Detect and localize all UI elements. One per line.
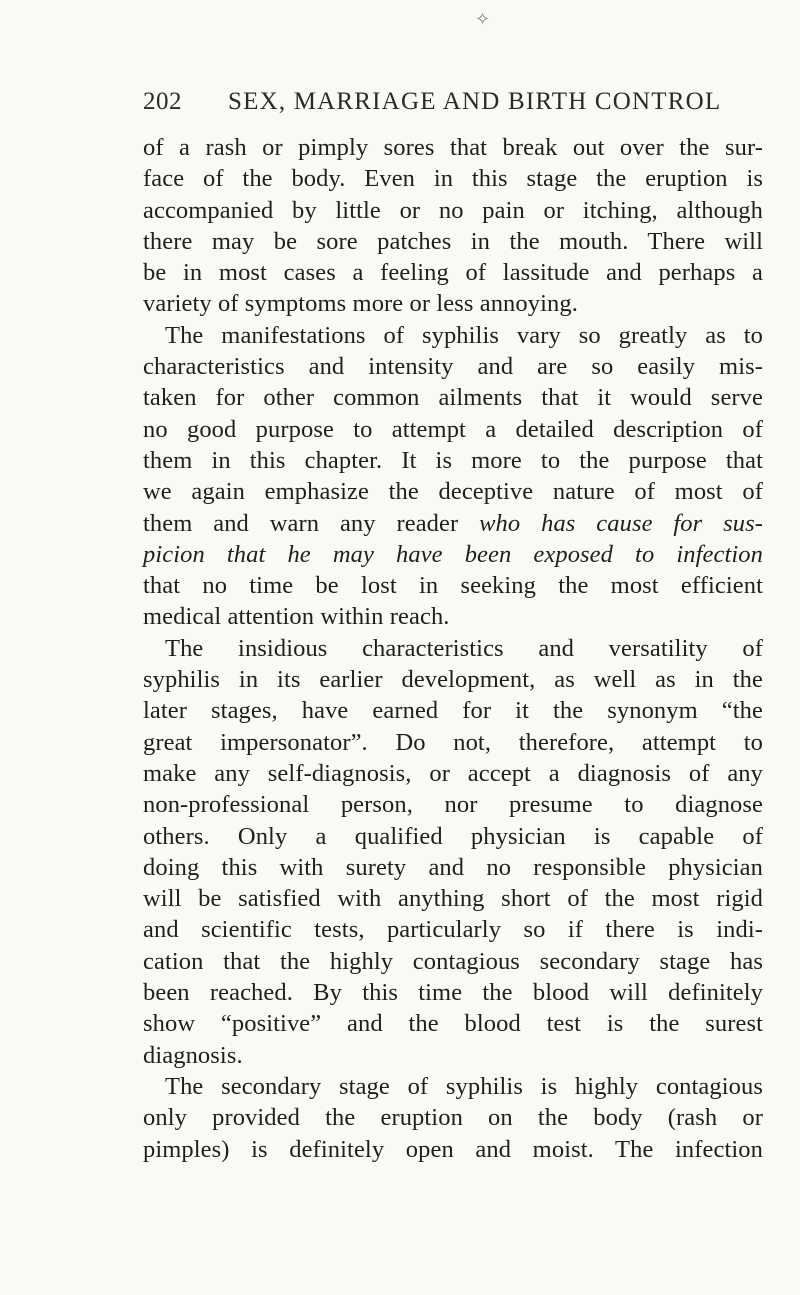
text-line: medical attention within reach. <box>143 603 450 631</box>
page-number: 202 <box>143 88 182 115</box>
text-line: diagnosis. <box>143 1041 243 1069</box>
text-line <box>143 539 763 570</box>
text-line-italic: who has cause for sus- <box>479 509 763 537</box>
text-line: that no time be lost in seeking the most efficient <box>143 572 763 600</box>
text-line: accompanied by little or no pain or itching, although <box>143 196 763 224</box>
text-line: we again emphasize the deceptive nature of most of <box>143 478 763 506</box>
text-line: show “positive” and the blood test is the surest <box>143 1010 763 1038</box>
page-header <box>143 88 722 124</box>
text-line-roman: them and warn any reader <box>143 509 480 537</box>
paragraph-4 <box>143 1071 763 1165</box>
text-line: make any self-diagnosis, or accept a diagnosis of any <box>143 759 763 787</box>
text-line: there may be sore patches in the mouth. There will <box>143 227 763 255</box>
text-line: characteristics and intensity and are so easily mis- <box>143 353 763 381</box>
text-line: of a rash or pimply sores that break out over the sur- <box>143 134 763 161</box>
ornament-mark: ✧ <box>475 9 491 29</box>
text-line: cation that the highly contagious secondary stage has <box>143 947 763 975</box>
paragraph-1 <box>143 132 763 320</box>
text-line: will be satisfied with anything short of the most rigid <box>143 885 763 913</box>
text-line: The secondary stage of syphilis is highly contagious <box>165 1072 763 1100</box>
text-line: and scientific tests, particularly so if there is indi- <box>143 916 763 944</box>
text-line: no good purpose to attempt a detailed description of <box>143 415 763 443</box>
text-line: later stages, have earned for it the synonym “the <box>143 697 763 725</box>
paragraph-2 <box>143 320 763 633</box>
body-text <box>143 132 763 1165</box>
text-line: non-professional person, nor presume to diagnose <box>143 791 763 819</box>
text-line: them in this chapter. It is more to the purpose that <box>143 446 763 474</box>
text-line: syphilis in its earlier development, as well as in the <box>143 666 763 694</box>
text-line: taken for other common ailments that it would serve <box>143 384 763 412</box>
text-line: The manifestations of syphilis vary so greatly as to <box>165 321 763 349</box>
text-line: great impersonator”. Do not, therefore, attempt to <box>143 728 763 756</box>
text-line <box>143 508 763 539</box>
text-line: variety of symptoms more or less annoying. <box>143 290 578 318</box>
text-line: doing this with surety and no responsible physician <box>143 853 763 881</box>
text-line: only provided the eruption on the body (rash or <box>143 1104 763 1132</box>
text-line: been reached. By this time the blood will definitely <box>143 979 763 1007</box>
paragraph-3 <box>143 633 763 1071</box>
text-line: face of the body. Even in this stage the eruption is <box>143 165 763 193</box>
running-head: SEX, MARRIAGE AND BIRTH CONTROL <box>228 88 722 115</box>
text-line: be in most cases a feeling of lassitude and perhaps a <box>143 259 763 287</box>
text-line: The insidious characteristics and versatility of <box>165 634 763 662</box>
text-line: pimples) is definitely open and moist. The infection <box>143 1135 763 1163</box>
text-line: others. Only a qualified physician is capable of <box>143 822 763 850</box>
text-line-italic: picion that he may have been exposed to infection <box>143 540 763 568</box>
